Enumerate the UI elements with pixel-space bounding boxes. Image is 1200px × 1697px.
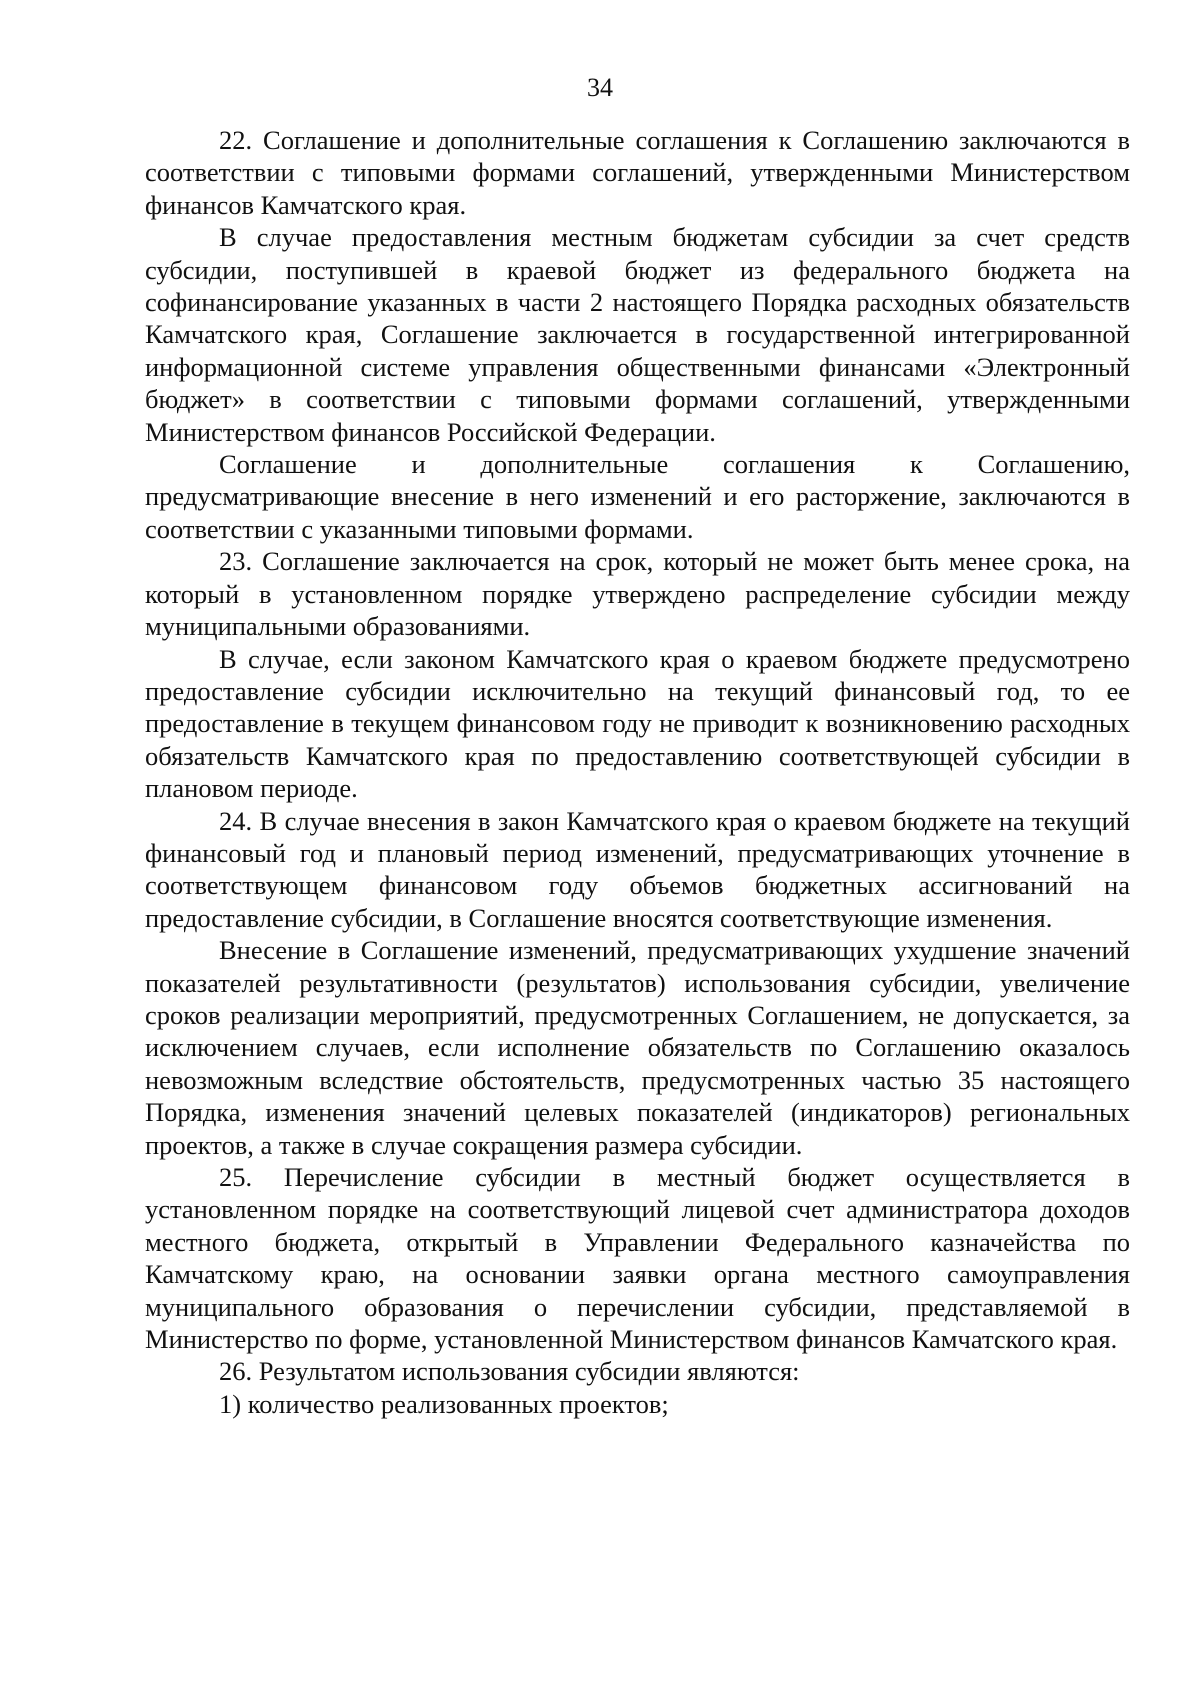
paragraph-26: 26. Результатом использования субсидии являются: — [219, 1356, 800, 1387]
paragraph-23: 23. Соглашение заключается на срок, который не может быть менее срока, на который в установленном порядке утверждено распределение субсидии между муниципальными образованиями. — [145, 546, 1130, 642]
paragraph-22-amendments: Соглашение и дополнительные соглашения к Соглашению, предусматривающие внесение в него изменений и его расторжение, заключаются в соответствии с указанными типовыми формами. — [145, 449, 1130, 544]
paragraph-22-electronic-budget: В случае предоставления местным бюджетам субсидии за счет средств субсидии, поступившей в краевой бюджет из федерального бюджета на софинансирование указанных в части 2 настоящего Порядка расходных обязательств Камчатского края, Соглашение заключается в государственной интегрированной информационной системе управления общественными финансами «Электронный бюджет» в соответствии с типовыми формами соглашений, утвержденными Министерством финансов Российской Федерации. — [145, 222, 1130, 447]
paragraph-25: 25. Перечисление субсидии в местный бюджет осуществляется в установленном порядке на соответствующий лицевой счет администратора доходов местного бюджета, открытый в Управлении Федерального казначейства по Камчатскому краю, на основании заявки органа местного самоуправления муниципального образования о перечислении субсидии, представляемой в Министерство по форме, установленной Министерством финансов Камчатского края. — [145, 1162, 1130, 1355]
paragraph-24-restrictions: Внесение в Соглашение изменений, предусматривающих ухудшение значений показателей результативности (результатов) использования субсидии, увеличение сроков реализации мероприятий, предусмотренных Соглашением, не допускается, за исключением случаев, если исполнение обязательств по Соглашению оказалось невозможным вследствие обстоятельств, предусмотренных частью 35 настоящего Порядка, изменения значений целевых показателей (индикаторов) региональных проектов, а также в случае сокращения размера субсидии. — [145, 935, 1130, 1160]
paragraph-23-current-year: В случае, если законом Камчатского края о краевом бюджете предусмотрено предоставление субсидии исключительно на текущий финансовый год, то ее предоставление в текущем финансовом году не приводит к возникновению расходных обязательств Камчатского края по предоставлению соответствующей субсидии в плановом периоде. — [145, 643, 1130, 804]
list-item-1: 1) количество реализованных проектов; — [219, 1388, 669, 1419]
paragraph-24: 24. В случае внесения в закон Камчатского края о краевом бюджете на текущий финансовый год и плановый период изменений, предусматривающих уточнение в соответствующем финансовом году объемов бюджетных ассигнований на предоставление субсидии, в Соглашение вносятся соответствующие изменения. — [145, 805, 1130, 933]
paragraph-22: 22. Соглашение и дополнительные соглашения к Соглашению заключаются в соответствии с типовыми формами соглашений, утвержденными Министерством финансов Камчатского края. — [145, 125, 1130, 220]
document-body — [145, 124, 1130, 1420]
page-number: 34 — [587, 73, 613, 102]
